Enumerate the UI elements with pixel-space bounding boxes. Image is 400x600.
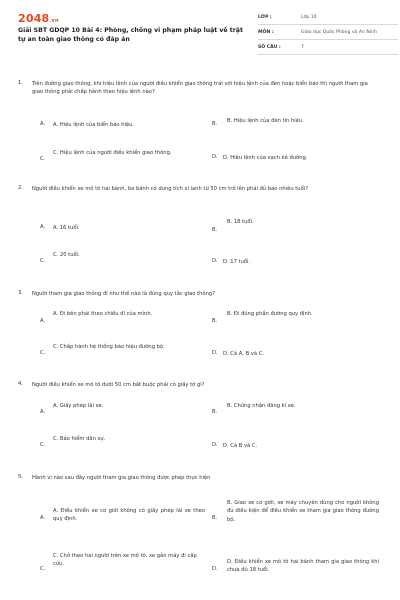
info-value: 7 — [301, 45, 304, 50]
option-letter: D. — [212, 566, 218, 572]
option-letter: B. — [212, 318, 218, 324]
option-letter: C. — [40, 350, 46, 356]
option-d[interactable]: D. Điều khiển xe mô tô hai bánh tham gia giao thông khi chưa đủ 18 tuổi. — [227, 559, 379, 574]
option-letter: C. — [40, 442, 46, 448]
option-b[interactable]: B. Đi đúng phần đường quy định. — [227, 311, 313, 317]
question-5 — [18, 474, 380, 594]
info-label: LỚP : — [258, 15, 272, 20]
option-letter: D. — [212, 258, 218, 264]
question-number: 3. — [18, 290, 23, 296]
info-row-subject — [258, 29, 398, 40]
option-letter: C. — [40, 258, 46, 264]
option-letter: D. — [212, 350, 218, 356]
question-number: 4. — [18, 381, 23, 387]
option-d[interactable]: D. 17 tuổi. — [223, 259, 251, 265]
option-d[interactable]: D. Cả B và C. — [223, 443, 258, 449]
option-d[interactable]: D. Cả A, B và C. — [223, 351, 264, 357]
option-letter: A. — [40, 318, 46, 324]
info-label: SỐ CÂU : — [258, 45, 281, 50]
logo-main: 2048 — [18, 12, 50, 25]
option-letter: B. — [212, 121, 218, 127]
option-b[interactable]: B. Giao xe cơ giới, xe máy chuyên dùng cho người không đủ điều kiện để điều khiển xe tham gia giao thông đường bộ. — [227, 500, 379, 523]
option-letter: A. — [40, 515, 46, 521]
option-b[interactable]: B. Hiệu lệnh của đèn tín hiệu. — [227, 118, 304, 124]
option-c[interactable]: C. Chở theo hai người trên xe mô tô, xe gắn máy đi cấp cứu. — [53, 553, 197, 568]
info-box — [258, 14, 398, 59]
info-value: Giáo dục Quốc Phòng và An Ninh — [301, 30, 377, 35]
option-letter: A. — [40, 224, 46, 230]
question-number: 5. — [18, 474, 23, 480]
question-3 — [18, 290, 380, 365]
option-letter: A. — [40, 409, 46, 415]
info-row-count — [258, 44, 398, 55]
option-a[interactable]: A. Giấy phép lái xe. — [53, 403, 104, 409]
option-a[interactable]: A. Đi bên phải theo chiều đi của mình. — [53, 311, 153, 317]
info-label: MÔN : — [258, 30, 274, 35]
question-text: Người tham gia giao thông đi như thế nào là đúng quy tắc giao thông? — [32, 291, 215, 297]
option-letter: B. — [212, 515, 218, 521]
question-1 — [18, 80, 380, 172]
info-row-class — [258, 14, 398, 25]
option-c[interactable]: C. Chấp hành hệ thống báo hiệu đường bộ. — [53, 344, 165, 350]
logo-suffix: .vn — [49, 18, 59, 24]
document-title: Giải SBT GDQP 10 Bài 4: Phòng, chống vi phạm pháp luật về trật tự an toàn giao thông có đáp án — [18, 27, 243, 43]
question-number: 1. — [18, 80, 23, 86]
site-logo[interactable] — [18, 12, 59, 25]
option-letter: C. — [40, 156, 46, 162]
question-text: Người điều khiển xe mô tô dưới 50 cm bắt buộc phải có giấy tờ gì? — [32, 382, 205, 388]
option-a[interactable]: A. Điều khiển xe cơ giới không có giấy phép lái xe theo quy định. — [53, 508, 205, 523]
option-letter: D. — [212, 154, 218, 160]
option-letter: B. — [212, 409, 218, 415]
question-text: Trên đường giao thông, khi hiệu lệnh của người điều khiển giao thông trái với hiệu lệnh của đèn hoặc biển báo thì người tham gia giao thông phải chấp hành theo hiệu lệnh nào? — [32, 81, 368, 95]
option-letter: D. — [212, 442, 218, 448]
question-number: 2. — [18, 185, 23, 191]
option-b[interactable]: B. 18 tuổi. — [227, 219, 254, 225]
option-letter: C. — [40, 566, 46, 572]
question-text: Người điều khiển xe mô tô hai bánh, ba bánh có dung tích xi lanh từ 50 cm trở lên phải đủ bao nhiêu tuổi? — [32, 186, 308, 192]
option-d[interactable]: D. Hiệu lệnh của vạch kẻ đường. — [223, 155, 308, 161]
option-c[interactable]: C. Bảo hiểm dân sự. — [53, 436, 106, 442]
info-value: Lớp 10 — [301, 15, 317, 20]
question-text: Hành vi nào sau đây người tham gia giao thông được phép thực hiện — [32, 475, 211, 481]
option-a[interactable]: A. 16 tuổi. — [53, 225, 80, 231]
option-c[interactable]: C. Hiệu lệnh của người điều khiển giao thông. — [53, 150, 172, 156]
option-letter: A. — [40, 121, 46, 127]
option-b[interactable]: B. Chứng nhận đăng kí xe. — [227, 403, 296, 409]
option-c[interactable]: C. 20 tuổi. — [53, 252, 80, 258]
option-a[interactable]: A. Hiệu lệnh của biển báo hiệu. — [53, 122, 135, 128]
question-2 — [18, 185, 380, 270]
page-header — [18, 12, 388, 60]
question-4 — [18, 381, 380, 456]
option-letter: B. — [212, 227, 218, 233]
